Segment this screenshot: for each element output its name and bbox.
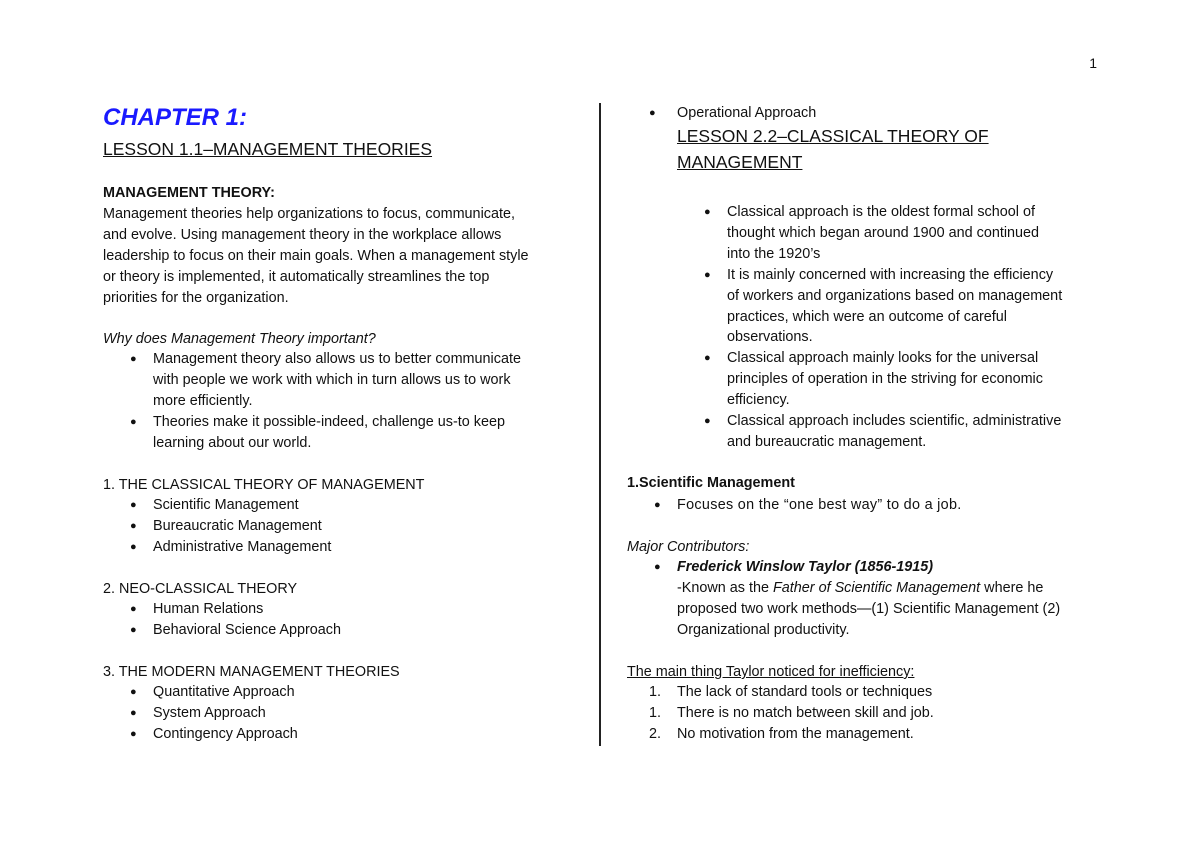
bullet-icon: ● <box>649 107 656 119</box>
list-item-line: Classical approach mainly looks for the universal <box>727 350 1039 367</box>
theory-line: leadership to focus on their main goals. When a management style <box>103 248 529 264</box>
list-item-line: practices, which were an outcome of careful <box>727 308 1007 325</box>
contributor-desc-suffix: where he <box>980 579 1044 596</box>
list-item <box>103 620 341 641</box>
theory-line: Management theories help organizations to focus, communicate, <box>103 206 515 222</box>
contributor-desc-line3: Organizational productivity. <box>677 621 850 638</box>
contributor-name: Frederick Winslow Taylor (1856-1915) <box>677 559 934 575</box>
bullet-icon: ● <box>130 686 137 698</box>
scientific-list <box>627 495 962 516</box>
theory-line: and evolve. Using management theory in the workplace allows <box>103 227 502 243</box>
list-item <box>103 599 341 620</box>
bullet-icon: ● <box>704 352 711 365</box>
management-theory-heading: MANAGEMENT THEORY: <box>103 185 275 201</box>
list-item-label: Scientific Management <box>153 497 299 513</box>
list-item-line: Classical approach includes scientific, administrative <box>727 413 1062 430</box>
taylor-list <box>627 682 934 745</box>
section3-list <box>103 682 298 745</box>
list-item-line: learning about our world. <box>153 434 312 451</box>
list-item-label: Behavioral Science Approach <box>153 621 341 638</box>
list-item-line: Management theory also allows us to better communicate <box>153 351 521 367</box>
theory-line: priorities for the organization. <box>103 290 289 306</box>
section2-title: 2. NEO-CLASSICAL THEORY <box>103 581 298 597</box>
list-item-line: It is mainly concerned with increasing the efficiency <box>727 266 1054 283</box>
contributor-desc-line2: proposed two work methods—(1) Scientific Management (2) <box>677 600 1061 617</box>
bullet-icon: ● <box>130 353 137 365</box>
list-item <box>103 349 521 412</box>
list-item <box>103 682 298 703</box>
list-item-line: Classical approach is the oldest formal school of <box>727 204 1035 220</box>
why-question: Why does Management Theory important? <box>103 331 376 347</box>
contributor-desc-line1 <box>677 578 1060 599</box>
list-item-label: The lack of standard tools or techniques <box>677 684 933 700</box>
list-item <box>103 495 331 516</box>
list-item <box>103 516 331 537</box>
list-item-line: of workers and organizations based on management <box>727 287 1063 304</box>
theory-line: or theory is implemented, it automatically streamlines the top <box>103 269 490 285</box>
bullet-icon: ● <box>130 540 137 553</box>
list-item-label: Contingency Approach <box>153 725 298 742</box>
contributor-desc-italic: Father of Scientific Management <box>773 579 981 596</box>
list-item <box>103 724 298 745</box>
page-number: 1 <box>1089 55 1097 71</box>
chapter-title: CHAPTER 1: <box>103 104 248 131</box>
list-item-line: more efficiently. <box>153 392 253 409</box>
list-item <box>677 348 1062 411</box>
list-item-line: into the 1920’s <box>727 245 821 262</box>
list-number: 1. <box>649 684 662 700</box>
lesson-title-line1: LESSON 2.2–CLASSICAL THEORY OF <box>677 126 989 146</box>
bullet-icon: ● <box>130 623 137 636</box>
list-item-label: There is no match between skill and job. <box>677 704 934 721</box>
list-item-line: with people we work with which in turn allows us to work <box>153 371 511 388</box>
list-item <box>103 412 521 454</box>
section3-title: 3. THE MODERN MANAGEMENT THEORIES <box>103 664 400 680</box>
list-item <box>627 557 1060 641</box>
bullet-icon: ● <box>130 706 137 719</box>
bullet-icon: ● <box>130 603 137 615</box>
bullet-icon: ● <box>704 415 711 428</box>
bullet-icon: ● <box>130 519 137 532</box>
bullet-icon: ● <box>704 268 711 281</box>
bullet-icon: ● <box>654 561 661 573</box>
list-number: 2. <box>649 725 662 742</box>
list-item-line: efficiency. <box>727 392 790 409</box>
list-item <box>627 495 962 516</box>
list-item-line: thought which began around 1900 and continued <box>727 224 1040 241</box>
list-item <box>103 703 298 724</box>
list-item-label: No motivation from the management. <box>677 725 914 742</box>
list-item-label: Bureaucratic Management <box>153 517 322 534</box>
list-item <box>103 537 331 558</box>
list-item-label: System Approach <box>153 704 266 721</box>
lesson-title: LESSON 1.1–MANAGEMENT THEORIES <box>103 139 433 159</box>
list-item-line: Theories make it possible-indeed, challenge us-to keep <box>153 413 505 430</box>
taylor-heading: The main thing Taylor noticed for inefficiency: <box>627 664 915 680</box>
operational-list <box>627 103 816 124</box>
list-item <box>677 411 1062 453</box>
section2-list <box>103 599 341 641</box>
bullet-icon: ● <box>654 499 661 511</box>
column-divider <box>599 103 601 746</box>
bullet-icon: ● <box>130 727 137 740</box>
contributors-heading: Major Contributors: <box>627 539 750 555</box>
list-item-line: observations. <box>727 329 813 346</box>
list-item-line: principles of operation in the striving for economic <box>727 371 1043 388</box>
list-item <box>677 202 1062 265</box>
bullet-icon: ● <box>130 415 137 428</box>
list-item-label: Operational Approach <box>677 105 817 121</box>
list-item-label: Focuses on the “one best way” to do a job. <box>677 497 962 513</box>
section1-list <box>103 495 331 558</box>
list-item-label: Administrative Management <box>153 538 332 555</box>
bullet-icon: ● <box>704 206 711 218</box>
list-item-label: Quantitative Approach <box>153 684 295 700</box>
classical-bullet-list <box>677 202 1062 453</box>
scientific-heading: 1.Scientific Management <box>627 475 795 491</box>
list-item <box>627 103 816 124</box>
list-item <box>677 265 1062 349</box>
list-item <box>627 724 934 745</box>
bullet-icon: ● <box>130 499 137 511</box>
list-item <box>627 682 934 703</box>
list-item-label: Human Relations <box>153 601 264 617</box>
section1-title: 1. THE CLASSICAL THEORY OF MANAGEMENT <box>103 477 425 493</box>
list-item <box>627 703 934 724</box>
contributors-list <box>627 557 1060 641</box>
why-bullet-list <box>103 349 521 454</box>
list-item-line: and bureaucratic management. <box>727 433 927 450</box>
lesson-title-line2: MANAGEMENT <box>677 152 803 172</box>
contributor-desc-prefix: -Known as the <box>677 579 773 596</box>
list-number: 1. <box>649 704 662 721</box>
